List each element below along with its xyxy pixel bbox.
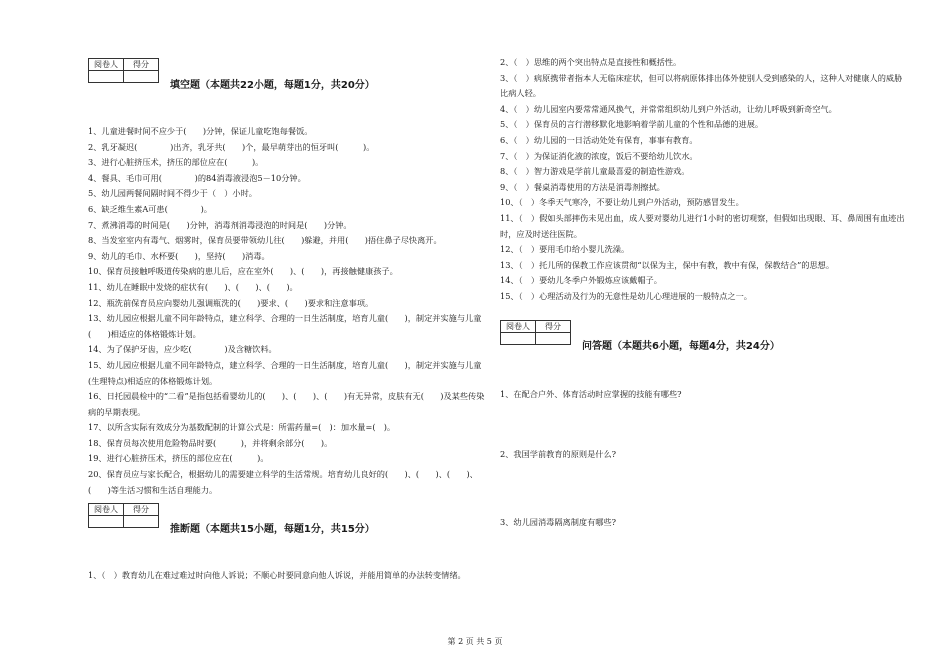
list-item: 9、幼儿的毛巾、水杯要( )，坚持( )消毒。 — [88, 250, 270, 261]
list-item: 2、乳牙凝迟( )出齐，乳牙共( )个，最早萌芽出的恒牙叫( )。 — [88, 141, 375, 152]
list-item: 1、在配合户外、体育活动时应掌握的技能有哪些? — [500, 389, 682, 399]
list-item: 2、我国学前教育的原则是什么? — [500, 448, 617, 459]
list-item: 14、（ ）要幼儿冬季户外锻炼应该戴帽子。 — [500, 275, 662, 286]
list-item: 4、餐具、毛巾可用( )的84消毒液浸泡5－10分钟。 — [88, 172, 306, 183]
list-item: 11、幼儿在睡眠中发烧的症状有( )、( )、( )。 — [88, 281, 298, 292]
reviewer-label: 阅卷人 — [89, 59, 124, 71]
page-number: 第 2 页 共 5 页 — [447, 637, 503, 646]
score-label: 得分 — [536, 321, 571, 333]
judge-section-title: 推断题（本题共15小题，每题1分，共15分） — [170, 524, 375, 535]
list-item: 8、（ ）智力游戏是学前儿童最喜爱的制造性游戏。 — [500, 166, 690, 177]
qa-section-title: 问答题（本题共6小题，每题4分，共24分） — [582, 341, 780, 352]
judge-items-list — [88, 568, 488, 584]
score-box-qa — [500, 320, 571, 345]
list-item: 8、当发室室内有毒气、烟雾时，保育员要带领幼儿往( )躲避，并用( )捂住鼻子尽快离开。 — [88, 235, 442, 246]
list-item: 15、（ ）心理活动及行为的无意性是幼儿心理进展的一般特点之一。 — [500, 290, 752, 301]
list-item: 6、缺乏维生素A可患( )。 — [88, 203, 212, 214]
score-box-fill — [88, 58, 159, 83]
list-item: 19、进行心脏挤压术，挤压的部位应在( )。 — [88, 453, 269, 464]
list-item: 12、瓶洗前保育员应向婴幼儿强调瓶洗的( )要求、( )要求和注意事项。 — [88, 297, 374, 308]
list-item: 6、（ ）幼儿园的一日活动处处有保育，事事有教育。 — [500, 134, 698, 145]
list-item: 12、（ ）要用毛巾给小婴儿洗澡。 — [500, 244, 630, 255]
list-item: 3、进行心脏挤压术，挤压的部位应在( )。 — [88, 157, 264, 168]
list-item: 2、（ ）思维的两个突出特点是直接性和概括性。 — [500, 57, 682, 67]
list-item: 11、（ ）假如头部摔伤未见出血，成人要对婴幼儿进行1小时的密切观察，但假如出现眼、耳、鼻周围有血迹出时，应及时送往医院。 — [500, 212, 905, 239]
list-item: 16、日托园晨检中的“二看”是指包括看婴幼儿的( )、( )、( )有无异常，皮肤有无( )及某些传染病的早期表现。 — [88, 391, 485, 417]
judge-items-continued — [500, 55, 910, 305]
list-item: 7、（ ）为保证消化液的浓度，饭后不要给幼儿饮水。 — [500, 150, 698, 161]
list-item: 17、以所含实际有效成分为基数配制的计算公式是：所需药量=( )：加水量=( )。 — [88, 422, 396, 433]
list-item: 7、煮沸消毒的时间是( )分钟，消毒剂消毒浸泡的时间是( )分钟。 — [88, 219, 352, 230]
list-item: 1、（ ）教育幼儿在难过难过时向他人诉说；不顺心时要同意向他人诉说，并能用简单的办法转变情绪。 — [88, 570, 466, 580]
reviewer-label: 阅卷人 — [89, 504, 124, 516]
list-item: 14、为了保护牙齿，应少吃( )及含糖饮料。 — [88, 344, 277, 355]
fill-items-list — [88, 124, 488, 498]
score-label: 得分 — [124, 504, 159, 516]
list-item: 15、幼儿园应根据儿童不同年龄特点，建立科学、合理的一日生活制度，培育儿童( )，制定并实施与儿童(生理特点)相适应的体格锻炼计划。 — [88, 359, 482, 386]
score-box-judge — [88, 503, 159, 528]
list-item: 3、（ ）病原携带者指本人无临床症状，但可以将病原体排出体外使别人受到感染的人，这种人对健康人的威胁比病人轻。 — [500, 72, 903, 99]
list-item: 10、（ ）冬季天气寒冷，不要让幼儿到户外活动，预防感冒发生。 — [500, 197, 744, 208]
list-item: 1、儿童进餐时间不应少于( )分钟，保证儿童吃饱每餐饭。 — [88, 126, 313, 136]
list-item: 3、幼儿园消毒隔离制度有哪些? — [500, 517, 617, 528]
list-item: 5、幼儿园两餐间隔时间不得少于（ ）小时。 — [88, 188, 257, 199]
list-item: 4、（ ）幼儿园室内要常常通风换气，并常常组织幼儿到户外活动，让幼儿呼吸到新奇空气。 — [500, 103, 837, 114]
score-label: 得分 — [124, 59, 159, 71]
list-item: 10、保育员接触呼吸道传染病的患儿后，应在室外( )、( )，再接触健康孩子。 — [88, 266, 398, 277]
list-item: 18、保育员每次使用危险物品时要( )，并将剩余部分( )。 — [88, 437, 333, 448]
qa-items-list — [500, 387, 910, 531]
list-item: 13、（ ）托儿所的保教工作应该贯彻“以保为主，保中有教，教中有保，保教结合”的思想。 — [500, 259, 835, 270]
list-item: 9、（ ）餐桌消毒使用的方法是消毒剂擦拭。 — [500, 181, 665, 192]
list-item: 20、保育员应与家长配合，根据幼儿的需要建立科学的生活常规。培育幼儿良好的( )、( )、( )、( )等生活习惯和生活自理能力。 — [88, 469, 478, 495]
list-item: 13、幼儿园应根据儿童不同年龄特点，建立科学、合理的一日生活制度，培育儿童( )，制定并实施与儿童( )相适应的体格锻炼计划。 — [88, 313, 482, 339]
reviewer-label: 阅卷人 — [501, 321, 536, 333]
list-item: 5、（ ）保育员的言行潜移默化地影响着学前儿童的个性和品德的进展。 — [500, 119, 764, 130]
fill-section-title: 填空题（本题共22小题，每题1分，共20分） — [170, 80, 375, 91]
